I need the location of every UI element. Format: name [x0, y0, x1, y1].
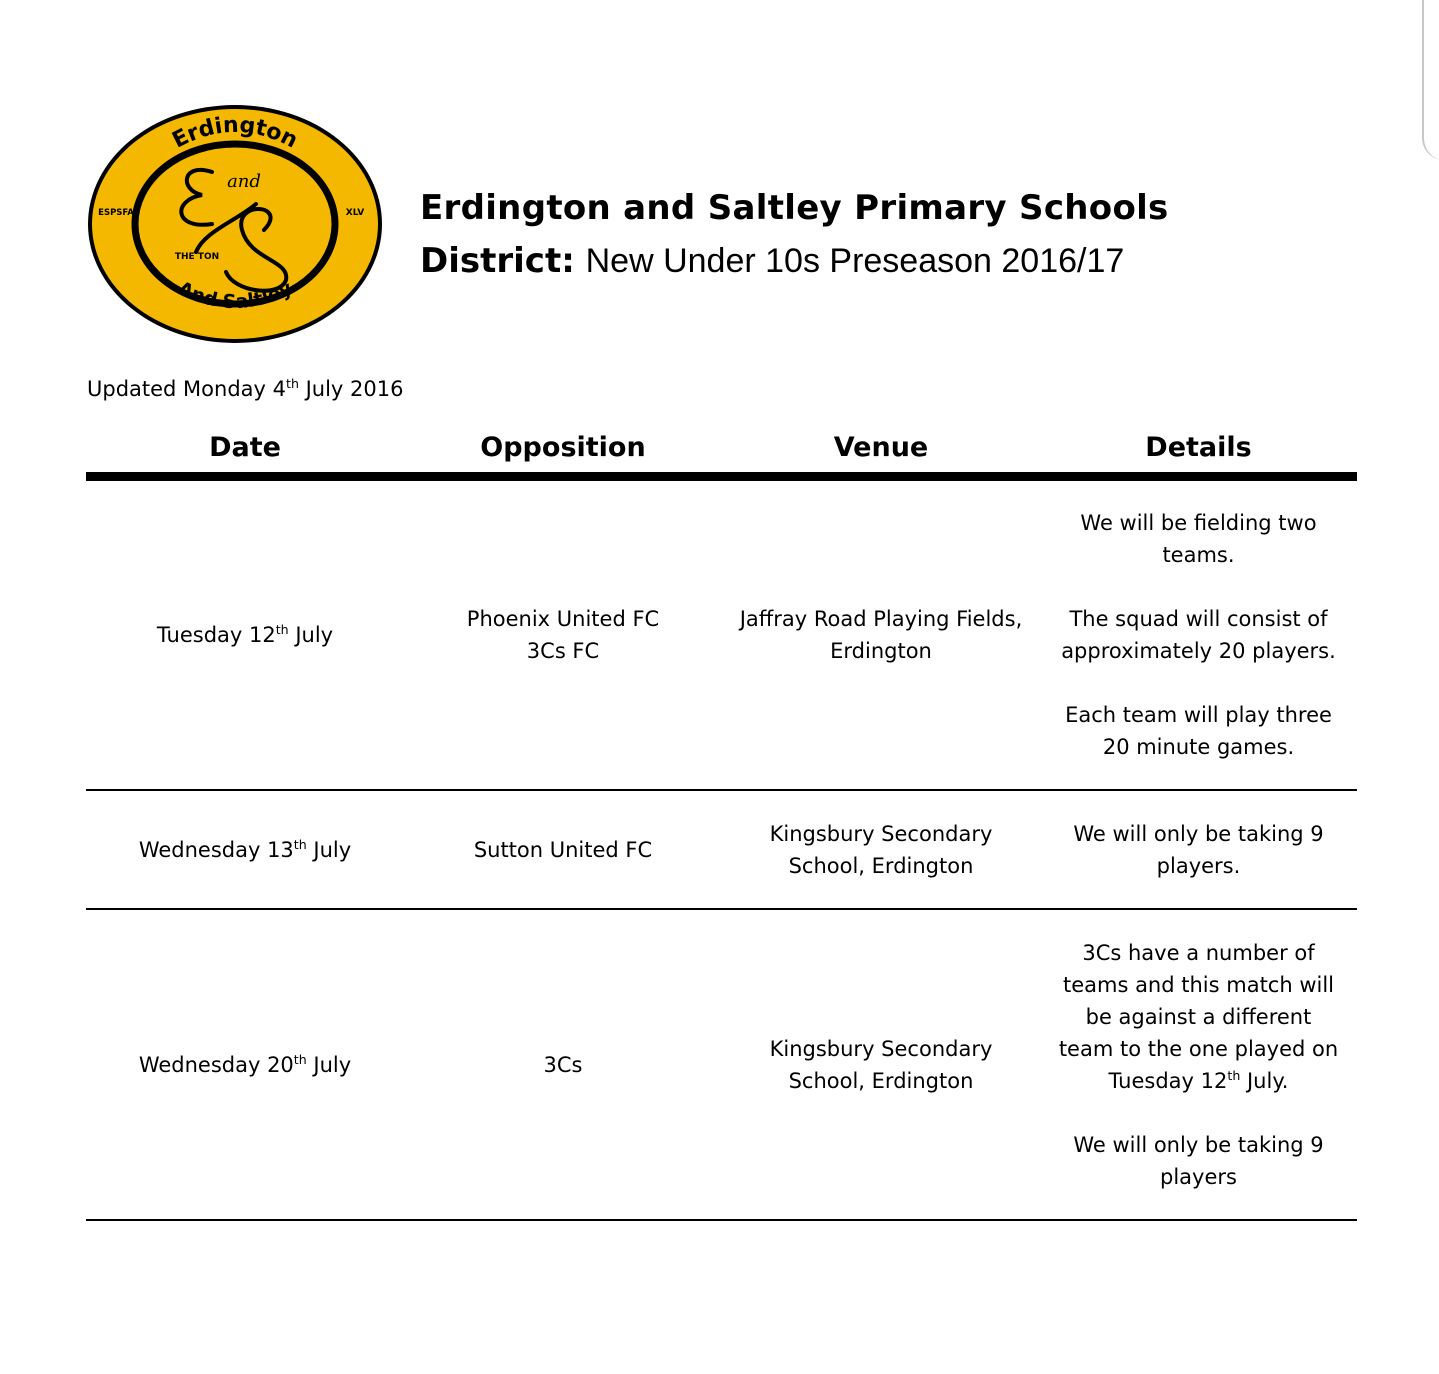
logo-right-text: XLV — [345, 208, 365, 218]
logo-left-text: ESPSFA — [98, 208, 134, 218]
date-sup: th — [293, 1051, 307, 1067]
venue-line: Kingsbury Secondary — [769, 1036, 993, 1061]
schedule-table — [86, 424, 1357, 1221]
venue-line: School, Erdington — [788, 853, 974, 878]
details-line: We will only be taking 9 — [1073, 1132, 1324, 1157]
details-date-sup: th — [1227, 1067, 1241, 1083]
table-row — [86, 910, 1357, 1221]
logo-bottom-text: And Saltley — [174, 277, 296, 314]
details-cell — [1040, 481, 1357, 789]
updated-date — [87, 374, 403, 404]
date-suffix: July — [288, 623, 334, 647]
updated-suffix: July 2016 — [298, 377, 404, 401]
details-line: players — [1160, 1164, 1237, 1189]
table-row — [86, 791, 1357, 910]
page-subtitle — [420, 236, 1169, 286]
venue-line: School, Erdington — [788, 1068, 974, 1093]
updated-prefix: Updated Monday 4 — [87, 377, 286, 401]
table-header — [86, 424, 1357, 481]
details-line: 20 minute games. — [1102, 735, 1295, 759]
details-line: be against a different — [1085, 1004, 1312, 1029]
date-cell — [86, 791, 404, 908]
opposition-line: 3Cs FC — [526, 639, 600, 663]
details-paragraph — [1059, 1129, 1338, 1193]
details-line: approximately 20 players. — [1061, 639, 1336, 663]
details-cell — [1040, 910, 1357, 1219]
table-row — [86, 481, 1357, 791]
opposition-line: Phoenix United FC — [466, 607, 660, 631]
date-sup: th — [293, 836, 307, 852]
date-suffix: July — [306, 1052, 352, 1077]
logo-top-text: Erdington — [168, 112, 302, 154]
details-line: Each team will play three — [1065, 703, 1332, 727]
date-prefix: Tuesday 12 — [156, 623, 276, 647]
venue-cell — [722, 910, 1040, 1219]
date-suffix: July — [306, 837, 352, 862]
details-paragraph — [1059, 937, 1338, 1097]
opposition-cell — [404, 791, 722, 908]
details-date-suffix: July. — [1240, 1068, 1289, 1093]
details-line: 3Cs have a number of — [1082, 940, 1315, 965]
details-paragraph — [1061, 603, 1336, 667]
subtitle-rest: New Under 10s Preseason 2016/17 — [585, 242, 1125, 280]
details-date-prefix: Tuesday 12 — [1108, 1068, 1228, 1093]
opposition-cell — [404, 910, 722, 1219]
details-cell — [1040, 791, 1357, 908]
opposition-line: 3Cs — [543, 1052, 583, 1077]
opposition-line: Sutton United FC — [473, 837, 653, 862]
details-line — [1059, 1065, 1338, 1097]
updated-sup: th — [286, 376, 299, 391]
school-logo — [84, 102, 386, 346]
date-cell — [86, 910, 404, 1219]
details-paragraph — [1073, 818, 1323, 882]
title-block — [420, 186, 1169, 286]
date-prefix: Wednesday 13 — [138, 837, 294, 862]
details-line: teams and this match will — [1062, 972, 1335, 997]
venue-cell — [722, 791, 1040, 908]
details-line: players. — [1156, 853, 1241, 878]
page-title: Erdington and Saltley Primary Schools — [420, 188, 1169, 228]
details-line: The squad will consist of — [1069, 607, 1328, 631]
details-line: teams. — [1162, 543, 1235, 567]
page-edge-decoration — [1422, 0, 1439, 160]
logo-monogram-text: and — [227, 171, 261, 192]
details-line: We will be fielding two — [1080, 511, 1317, 535]
venue-cell — [722, 481, 1040, 789]
details-paragraph — [1061, 507, 1336, 571]
venue-line: Kingsbury Secondary — [769, 821, 993, 846]
subtitle-lead: District: — [420, 241, 575, 281]
date-cell — [86, 481, 404, 789]
header-date: Date — [209, 432, 281, 463]
details-line: We will only be taking 9 — [1073, 821, 1324, 846]
venue-line: Erdington — [830, 639, 932, 663]
details-line: team to the one played on — [1058, 1036, 1339, 1061]
header-opposition: Opposition — [480, 432, 646, 463]
venue-line: Jaffray Road Playing Fields, — [739, 607, 1023, 631]
date-prefix: Wednesday 20 — [138, 1052, 294, 1077]
header-details: Details — [1145, 432, 1252, 463]
date-sup: th — [275, 622, 289, 637]
logo-center-text: THE TON — [174, 252, 220, 262]
opposition-cell — [404, 481, 722, 789]
header-venue: Venue — [833, 432, 929, 463]
details-paragraph — [1061, 699, 1336, 763]
